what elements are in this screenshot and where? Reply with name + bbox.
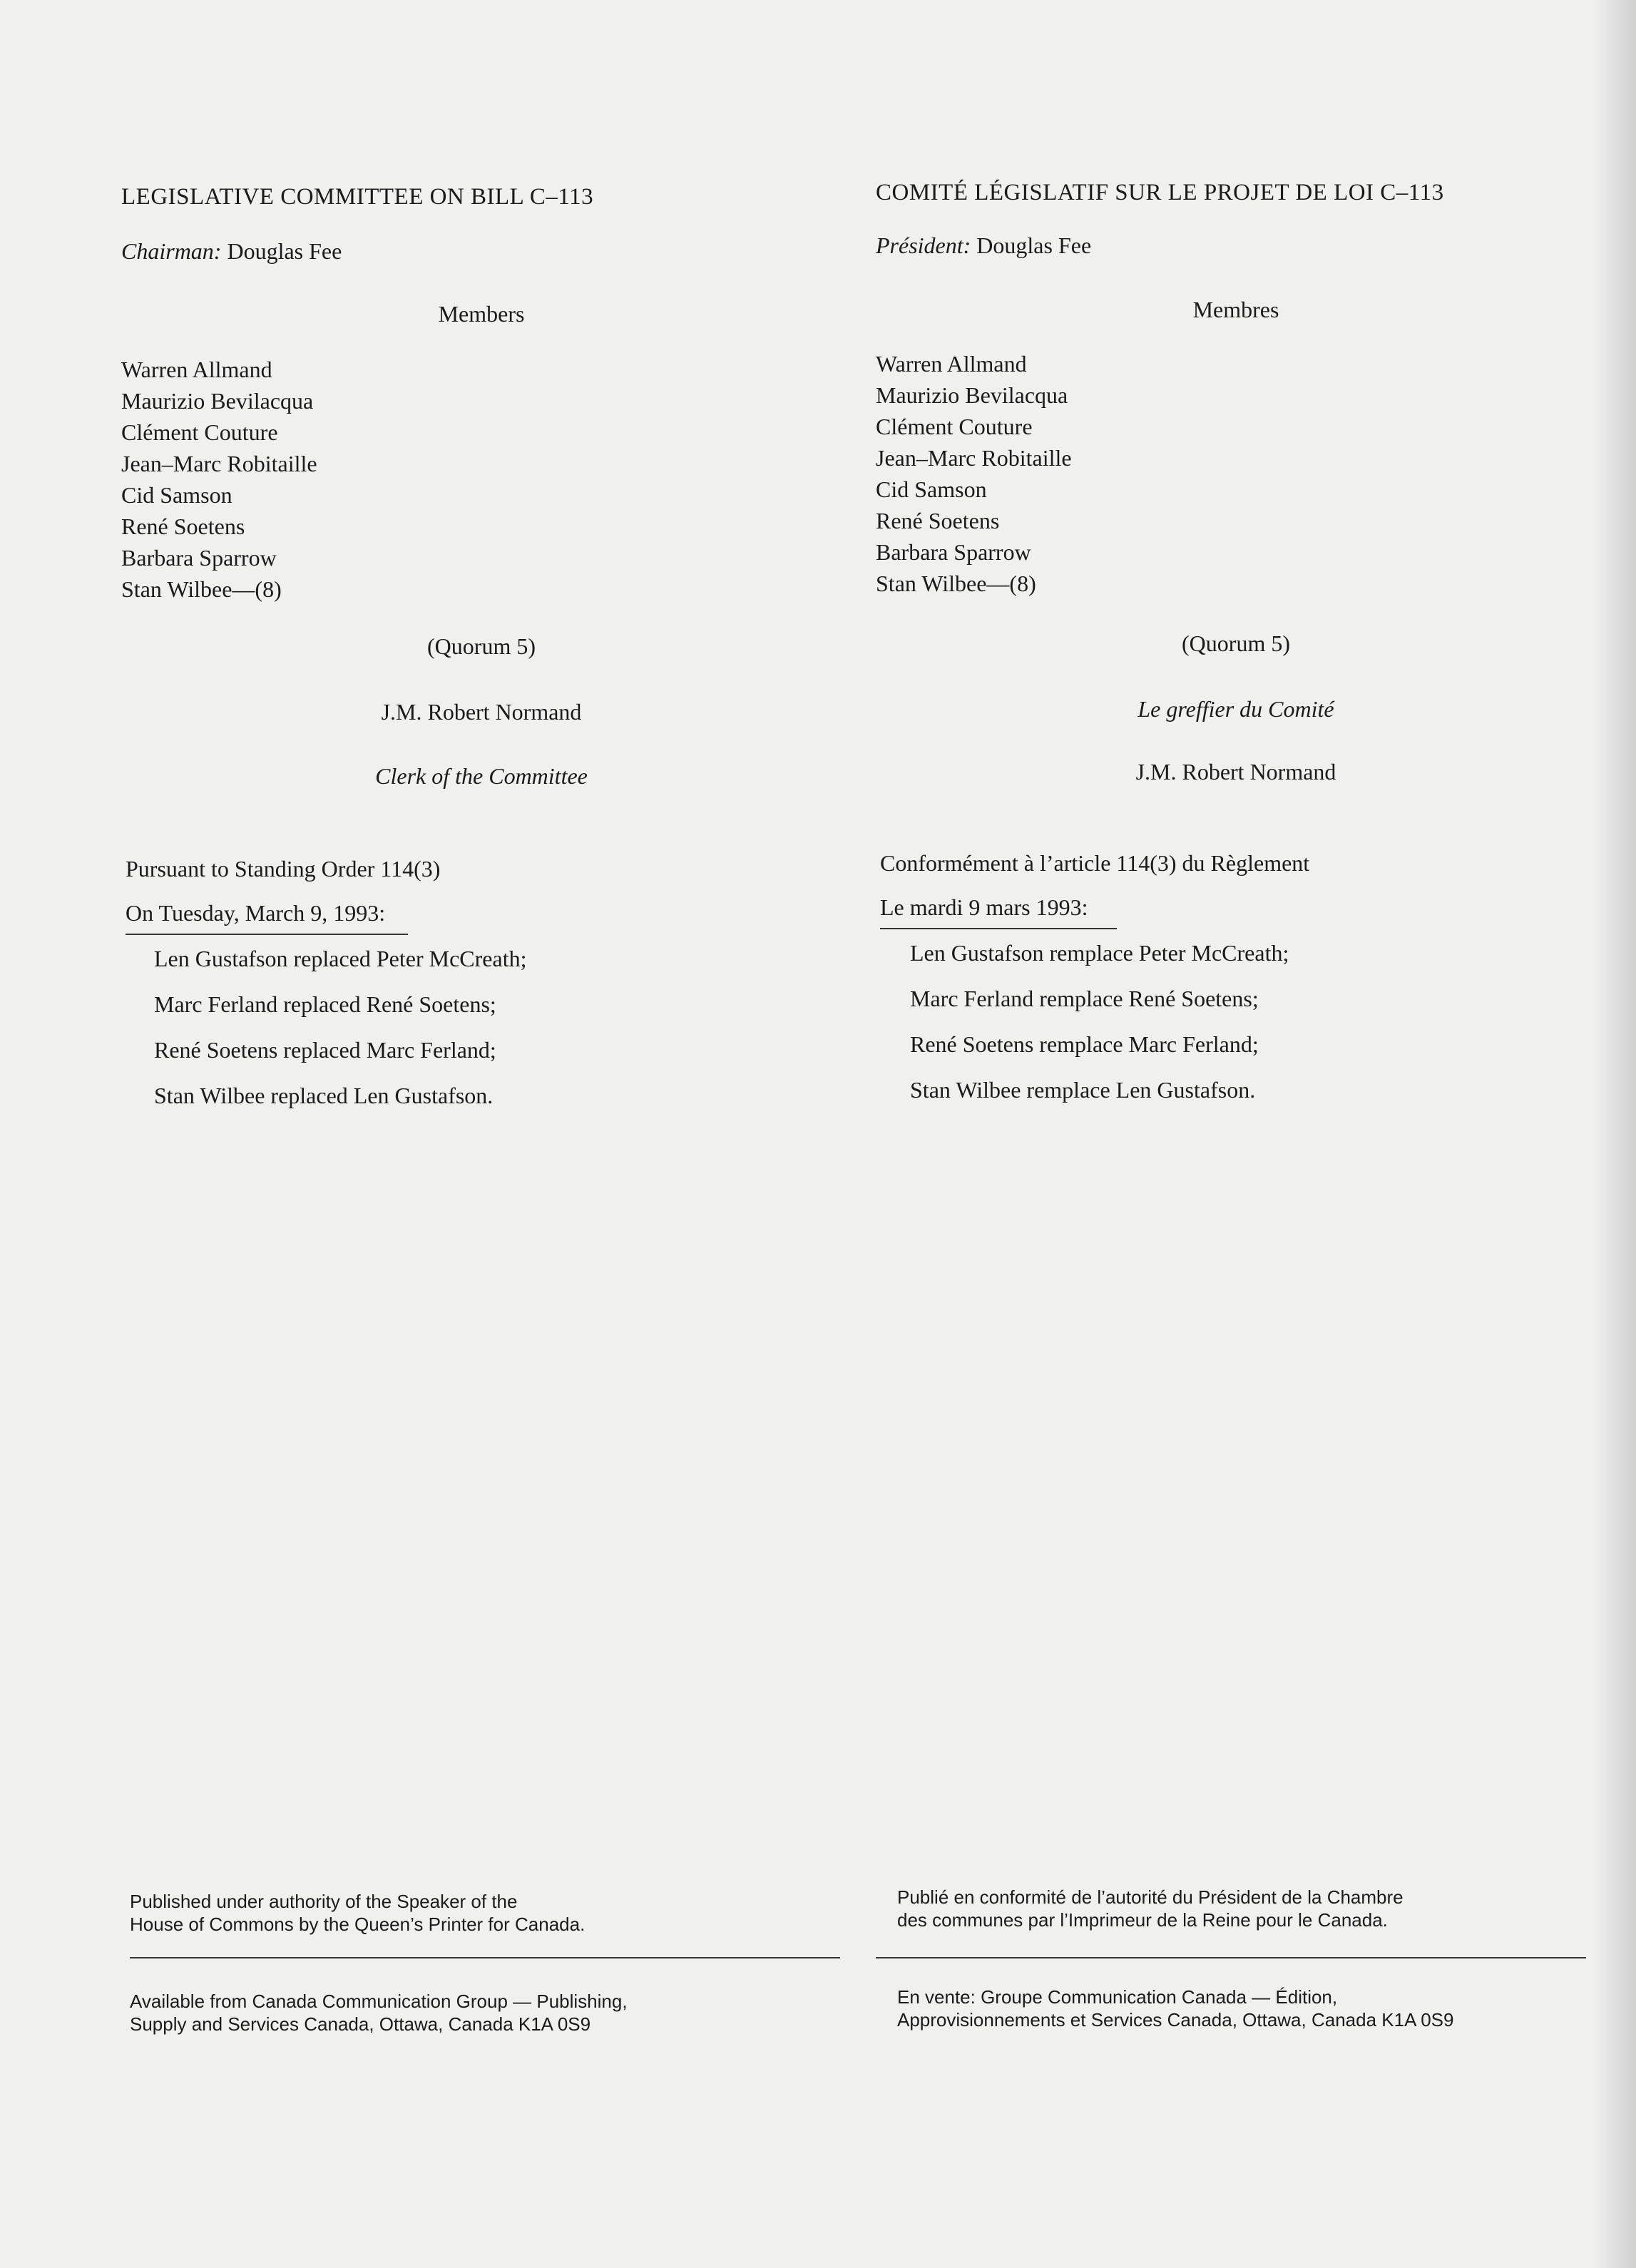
member-name: Barbara Sparrow: [876, 539, 1031, 565]
replacement-item: Len Gustafson replaced Peter McCreath;: [154, 946, 527, 971]
member-name: Stan Wilbee—(8): [876, 571, 1036, 596]
committee-title: LEGISLATIVE COMMITTEE ON BILL C–113: [121, 184, 594, 210]
member-name: René Soetens: [876, 508, 1000, 533]
clerk-title: Le greffier du Comité: [1137, 696, 1334, 722]
member-name: Maurizio Bevilacqua: [876, 382, 1068, 408]
replacements-list: [910, 940, 1289, 1123]
chair-label: Président:: [876, 233, 971, 258]
member-name: Clément Couture: [876, 414, 1033, 439]
replacement-item: René Soetens replaced Marc Ferland;: [154, 1037, 496, 1063]
chair-line: [876, 233, 1091, 259]
clerk-name: J.M. Robert Normand: [1135, 759, 1336, 785]
clerk-name: J.M. Robert Normand: [381, 699, 582, 725]
date-underline: [880, 928, 1117, 929]
member-name: Cid Samson: [876, 476, 987, 502]
pursuant-line: Pursuant to Standing Order 114(3): [126, 856, 441, 882]
chair-line: [121, 238, 342, 265]
french-column: [876, 0, 1596, 2268]
footer-rule: [876, 1957, 1586, 1958]
page-edge-shadow: [1593, 0, 1636, 2268]
date-line: On Tuesday, March 9, 1993:: [126, 900, 386, 926]
replacement-item: René Soetens remplace Marc Ferland;: [910, 1031, 1259, 1057]
replacement-item: Stan Wilbee replaced Len Gustafson.: [154, 1083, 494, 1108]
availability-notice: Available from Canada Communication Group — Publishing, Supply and Services Canada, Ottawa, Canada K1A 0S9: [130, 1991, 628, 2035]
clerk-title: Clerk of the Committee: [375, 763, 588, 789]
members-heading: Membres: [1192, 297, 1279, 322]
member-name: Clément Couture: [121, 419, 278, 445]
quorum: (Quorum 5): [427, 633, 536, 659]
member-name: Maurizio Bevilacqua: [121, 388, 314, 414]
replacement-item: Stan Wilbee remplace Len Gustafson.: [910, 1077, 1256, 1103]
replacement-item: Marc Ferland replaced René Soetens;: [154, 991, 496, 1017]
member-name: Jean–Marc Robitaille: [121, 451, 317, 476]
availability-notice: En vente: Groupe Communication Canada — Édition, Approvisionnements et Services Canada, Ottawa, Canada K1A 0S9: [897, 1986, 1454, 2031]
quorum: (Quorum 5): [1182, 630, 1290, 656]
date-line: Le mardi 9 mars 1993:: [880, 894, 1088, 920]
member-name: Cid Samson: [121, 482, 232, 508]
chair-name: Douglas Fee: [227, 238, 342, 264]
committee-title: COMITÉ LÉGISLATIF SUR LE PROJET DE LOI C–113: [876, 180, 1444, 205]
published-notice: Published under authority of the Speaker of the House of Commons by the Queen’s Printer for Canada.: [130, 1891, 586, 1935]
member-name: René Soetens: [121, 514, 245, 539]
members-list: [876, 348, 1072, 599]
replacement-item: Len Gustafson remplace Peter McCreath;: [910, 940, 1289, 966]
members-heading: Members: [438, 301, 525, 327]
footer-rule: [130, 1957, 840, 1958]
pursuant-line: Conformément à l’article 114(3) du Règlement: [880, 850, 1310, 876]
published-notice: Publié en conformité de l’autorité du Président de la Chambre des communes par l’Imprimeur de la Reine pour le Canada.: [897, 1886, 1404, 1931]
english-column: [121, 0, 842, 2268]
member-name: Barbara Sparrow: [121, 545, 277, 571]
replacements-list: [154, 946, 526, 1128]
chair-label: Chairman:: [121, 238, 222, 264]
member-name: Jean–Marc Robitaille: [876, 445, 1072, 471]
member-name: Stan Wilbee—(8): [121, 576, 282, 602]
members-list: [121, 354, 317, 605]
date-underline: [126, 934, 408, 935]
member-name: Warren Allmand: [121, 357, 272, 382]
chair-name: Douglas Fee: [976, 233, 1092, 258]
replacement-item: Marc Ferland remplace René Soetens;: [910, 986, 1259, 1011]
member-name: Warren Allmand: [876, 351, 1027, 377]
